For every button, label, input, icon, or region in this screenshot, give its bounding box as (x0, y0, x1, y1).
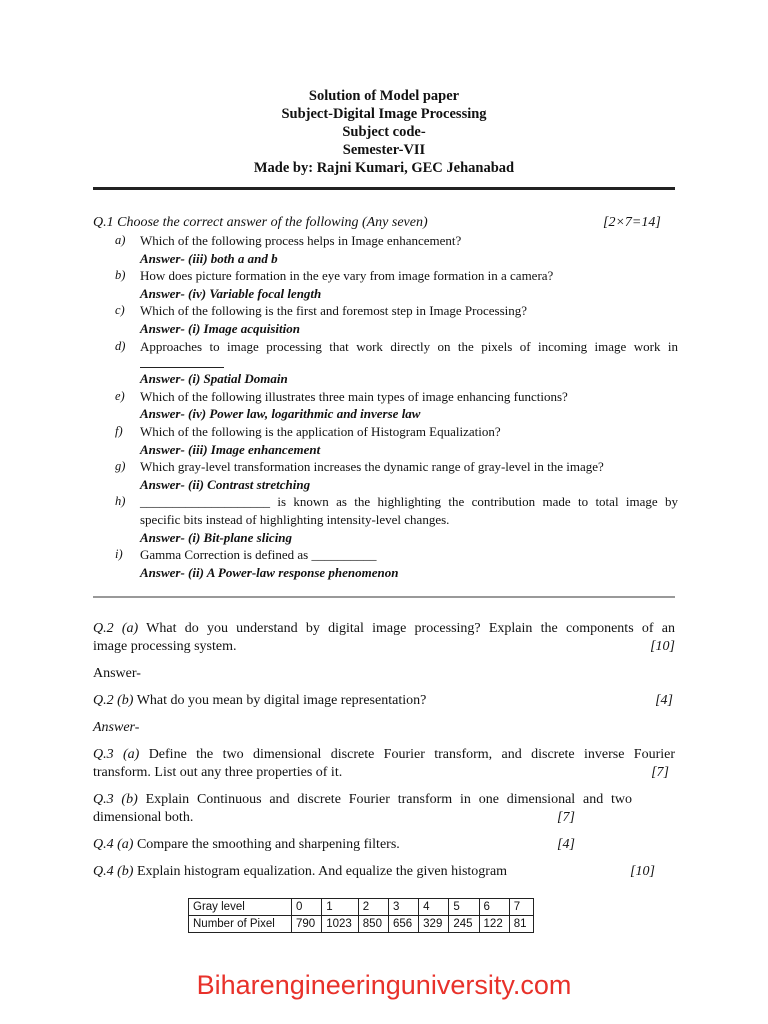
question-number: Q.2 (a) (93, 621, 139, 636)
table-cell: 850 (358, 916, 388, 933)
item-label: d) (115, 338, 126, 353)
item-question: Approaches to image processing that work directly on the pixels of incoming image work in (140, 338, 678, 354)
header-semester: Semester-VII (342, 142, 426, 158)
item-label: g) (115, 459, 126, 474)
question-text-line2: image processing system. (93, 639, 237, 654)
item-answer: Answer- (iii) Image enhancement (140, 441, 321, 457)
question-marks: [7] (651, 765, 669, 780)
question-marks: [10] (650, 639, 675, 654)
answer-placeholder: Answer- (93, 666, 141, 681)
table-cell: 4 (419, 899, 449, 916)
table-cell: 7 (509, 899, 533, 916)
answer-placeholder: Answer- (93, 720, 140, 735)
table-cell: 1023 (322, 916, 359, 933)
table-cell: 81 (509, 916, 533, 933)
document-header (0, 87, 768, 177)
item-label: e) (115, 388, 125, 403)
question-q2b (93, 692, 675, 710)
table-cell: 656 (388, 916, 418, 933)
long-questions (93, 620, 675, 890)
table-cell: 3 (388, 899, 418, 916)
header-subject: Subject-Digital Image Processing (281, 106, 487, 122)
item-question: Which of the following is the application of Histogram Equalization? (140, 423, 501, 439)
q1-heading (93, 214, 673, 232)
header-author: Made by: Rajni Kumari, GEC Jehanabad (253, 160, 515, 176)
list-item (93, 302, 678, 337)
row-header: Number of Pixel (189, 916, 292, 933)
question-q4b (93, 863, 675, 881)
item-answer: Answer- (i) Bit-plane slicing (140, 529, 293, 545)
question-text: Compare the smoothing and sharpening filters. (136, 837, 400, 852)
question-number: Q.3 (b) (93, 792, 138, 807)
list-item (93, 338, 678, 388)
histogram-table (188, 898, 534, 933)
list-item (93, 267, 678, 302)
question-text-line2: dimensional both. (93, 810, 194, 825)
item-label: i) (115, 547, 123, 562)
item-question-line2: specific bits instead of highlighting intensity-level changes. (140, 511, 450, 527)
question-text-line2: transform. List out any three properties of it. (93, 765, 343, 780)
table-cell: 122 (479, 916, 509, 933)
table-cell: 5 (449, 899, 479, 916)
question-number: Q.4 (a) (93, 837, 134, 852)
header-subject-code: Subject code- (342, 124, 426, 140)
item-label: f) (115, 423, 123, 438)
question-text: Define the two dimensional discrete Fourier transform, and discrete inverse Fourier (148, 747, 676, 762)
question-number: Q.4 (b) (93, 864, 134, 879)
question-text: Explain histogram equalization. And equalize the given histogram (136, 864, 508, 879)
item-question: Which of the following is the first and foremost step in Image Processing? (140, 303, 528, 319)
answer-blank (140, 355, 224, 368)
table-row (189, 899, 534, 916)
item-answer: Answer- (iv) Variable focal length (140, 285, 322, 301)
table-cell: 1 (322, 899, 359, 916)
item-question: Gamma Correction is defined as __________ (140, 547, 377, 563)
item-label: h) (115, 494, 126, 509)
table-cell: 790 (292, 916, 322, 933)
item-question: Which of the following process helps in Image enhancement? (140, 233, 462, 248)
table-cell: 2 (358, 899, 388, 916)
item-answer: Answer- (iii) both a and b (140, 250, 278, 266)
item-label: b) (115, 268, 126, 283)
item-question-line1: ____________________ is known as the highlighting the contribution made to total image by (140, 494, 678, 510)
item-answer: Answer- (i) Image acquisition (140, 320, 300, 336)
list-item (93, 546, 678, 581)
table-cell: 245 (449, 916, 479, 933)
table-cell: 6 (479, 899, 509, 916)
header-divider (93, 187, 675, 190)
item-answer: Answer- (ii) Contrast stretching (140, 476, 311, 492)
footer-watermark: Biharengineeringuniversity.com (196, 970, 572, 1000)
list-item (93, 388, 678, 423)
question-marks: [7] (557, 810, 575, 825)
section-divider (93, 596, 675, 598)
q1-item-list (93, 232, 678, 581)
table-row (189, 916, 534, 933)
table-cell: 0 (292, 899, 322, 916)
question-q3b (93, 791, 675, 827)
question-q3a (93, 746, 675, 782)
item-question: How does picture formation in the eye vary from image formation in a camera? (140, 268, 554, 284)
question-number: Q.2 (b) (93, 693, 134, 708)
item-label: a) (115, 233, 126, 247)
item-answer: Answer- (iv) Power law, logarithmic and inverse law (140, 406, 421, 422)
list-item (93, 423, 678, 458)
question-q2a (93, 620, 675, 656)
item-label: c) (115, 303, 125, 318)
item-question: Which gray-level transformation increases the dynamic range of gray-level in the image? (140, 459, 604, 475)
question-marks: [4] (557, 837, 575, 852)
item-answer: Answer- (i) Spatial Domain (140, 371, 288, 387)
question-text: What do you mean by digital image representation? (136, 693, 427, 708)
question-number: Q.3 (a) (93, 747, 140, 762)
list-item (93, 493, 678, 546)
question-text: What do you understand by digital image processing? Explain the components of an (146, 621, 675, 636)
list-item (93, 232, 678, 267)
header-title: Solution of Model paper (308, 88, 460, 104)
row-header: Gray level (189, 899, 292, 916)
question-q4a (93, 836, 675, 854)
question-marks: [4] (655, 693, 673, 708)
question-text: Explain Continuous and discrete Fourier transform in one dimensional and two (145, 792, 633, 807)
q1-marks: [2×7=14] (603, 215, 661, 230)
item-answer: Answer- (ii) A Power-law response phenomenon (140, 564, 399, 580)
q1-title: Q.1 Choose the correct answer of the following (Any seven) (93, 215, 428, 230)
item-question: Which of the following illustrates three main types of image enhancing functions? (140, 388, 568, 404)
table-cell: 329 (419, 916, 449, 933)
question-marks: [10] (630, 864, 655, 879)
list-item (93, 458, 678, 493)
